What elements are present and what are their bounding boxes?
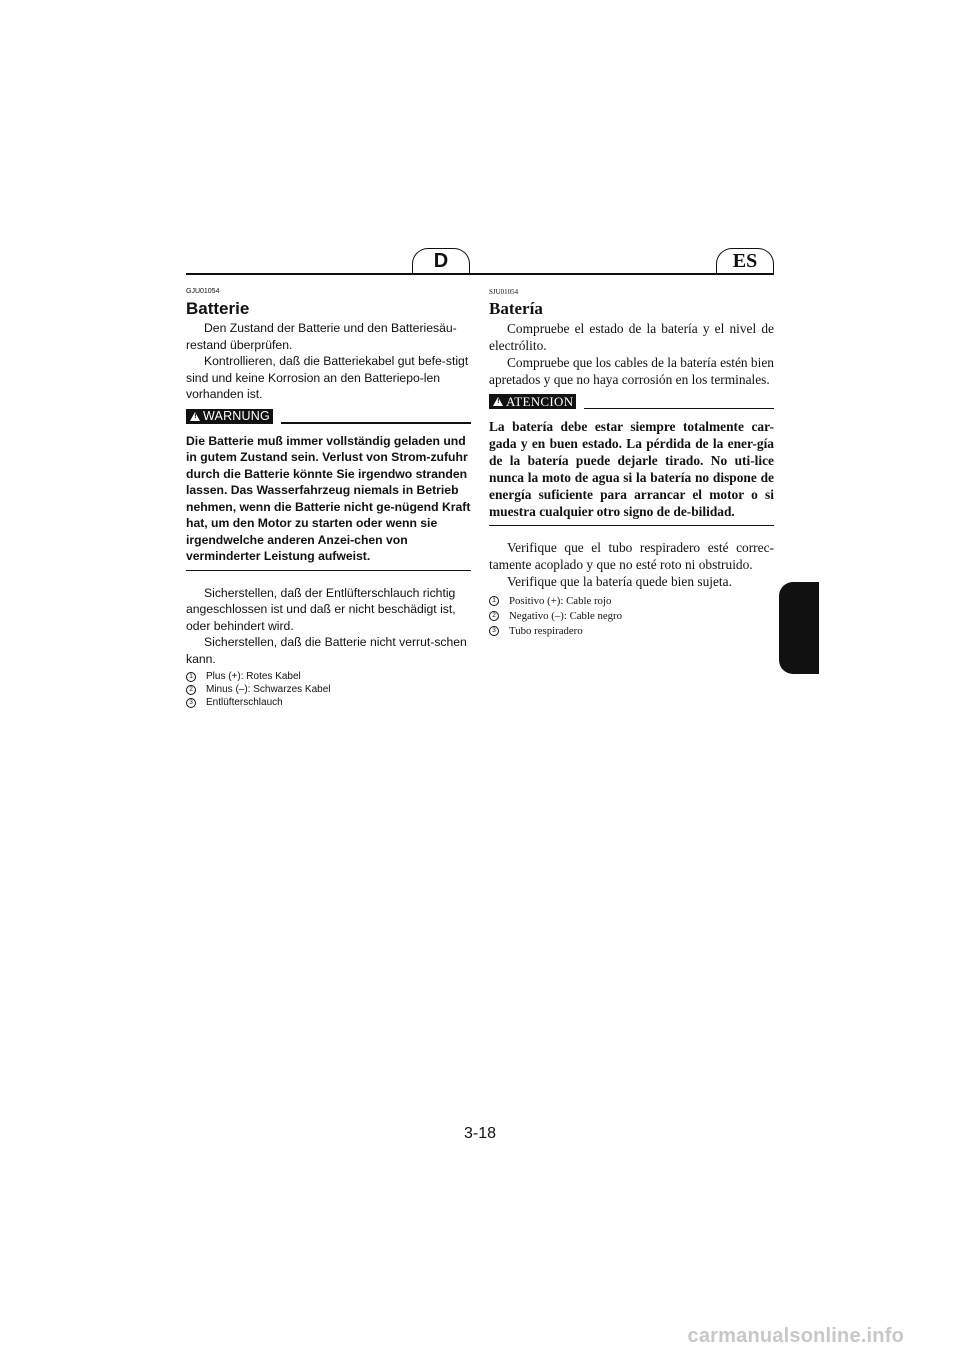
legend-text: Positivo (+): Cable rojo <box>509 594 612 607</box>
legend-text: Plus (+): Rotes Kabel <box>206 671 301 683</box>
language-label-spanish: ES <box>732 250 758 272</box>
language-tab-spanish <box>716 248 774 274</box>
legend-text: Minus (–): Schwarzes Kabel <box>206 684 331 696</box>
warning-end-rule <box>186 570 471 571</box>
paragraph: Compruebe el estado de la batería y el nivel de electrólito. <box>489 321 774 353</box>
circled-number-icon: 3 <box>186 698 196 708</box>
circled-number-icon: 1 <box>186 672 196 682</box>
page-number: 3-18 <box>463 1125 497 1142</box>
paragraph: Verifique que el tubo respiradero esté correc-tamente acoplado y que no esté roto ni obstruido. <box>489 540 774 573</box>
warning-end-rule <box>489 525 774 526</box>
after-warning-block <box>489 539 774 590</box>
warning-badge <box>489 394 576 409</box>
legend-item <box>489 593 774 608</box>
legend-text: Tubo respiradero <box>509 624 583 637</box>
paragraph: Sicherstellen, daß der Entlüfterschlauch richtig angeschlossen ist und daß er nicht beschädigt ist, oder behindert wird. <box>186 585 456 633</box>
paragraph: Sicherstellen, daß die Batterie nicht verrut-schen kann. <box>186 635 467 666</box>
circled-number-icon: 1 <box>489 596 499 606</box>
language-tab-german <box>412 248 470 274</box>
warning-label: ATENCION <box>506 393 574 409</box>
warning-triangle-icon: ! <box>190 412 200 421</box>
german-column <box>186 288 471 709</box>
warning-header <box>489 394 774 409</box>
legend-text: Negativo (–): Cable negro <box>509 609 623 622</box>
legend-item <box>186 683 471 696</box>
warning-text: La batería debe estar siempre totalmente car-gada y en buen estado. La pérdida de la ener-gía de la batería puede dejarle tirado. No uti-lice nunca la moto de agua si la batería no dispone de energía suficiente para arrancar el motor o si muestra cualquier otro signo de de-bilidad. <box>489 419 774 519</box>
warning-triangle-icon: ! <box>493 397 503 406</box>
after-warning-block <box>186 585 471 668</box>
watermark: carmanualsonline.info <box>687 1325 904 1347</box>
legend-item <box>186 670 471 683</box>
language-label-german: D <box>433 250 449 272</box>
paragraph: Verifique que la batería quede bien sujeta. <box>507 574 732 590</box>
paragraph: Den Zustand der Batterie und den Batteriesäu-restand überprüfen. <box>186 321 457 352</box>
figure-legend <box>186 670 471 709</box>
paragraph: Compruebe que los cables de la batería estén bien apretados y que no haya corrosión en los terminales. <box>489 355 774 387</box>
legend-text: Entlüfterschlauch <box>206 697 283 709</box>
paragraph: Kontrollieren, daß die Batteriekabel gut befe-stigt sind und keine Korrosion an den Batteriepo-len vorhanden ist. <box>186 354 469 401</box>
warning-badge <box>186 409 273 424</box>
spanish-column <box>489 288 774 638</box>
circled-number-icon: 2 <box>186 685 196 695</box>
section-title: Batería <box>489 299 543 318</box>
legend-item <box>186 696 471 709</box>
section-code: GJU01054 <box>186 288 220 295</box>
circled-number-icon: 2 <box>489 611 499 621</box>
section-title: Batterie <box>186 299 250 318</box>
warning-text: Die Batterie muß immer vollständig geladen und in gutem Zustand sein. Verlust von Strom-zufuhr durch die Batterie könnte Sie irgendwo stranden lassen. Das Wasserfahrzeug niemals in Betrieb nehmen, wenn die Batterie nicht ge-nügend Kraft hat, um den Motor zu starten oder wenn sie irgendwelche anderen Anzei-chen von verminderter Leistung aufweist. <box>186 433 471 563</box>
legend-item <box>489 608 774 623</box>
warning-header <box>186 409 471 424</box>
circled-number-icon: 3 <box>489 626 499 636</box>
warning-rule <box>281 422 471 423</box>
section-code: SJU01054 <box>489 288 519 296</box>
warning-label: WARNUNG <box>203 409 270 423</box>
header-rule <box>186 273 774 275</box>
figure-legend <box>489 593 774 638</box>
warning-rule <box>584 408 774 409</box>
legend-item <box>489 623 774 638</box>
chapter-side-tab <box>779 582 819 674</box>
